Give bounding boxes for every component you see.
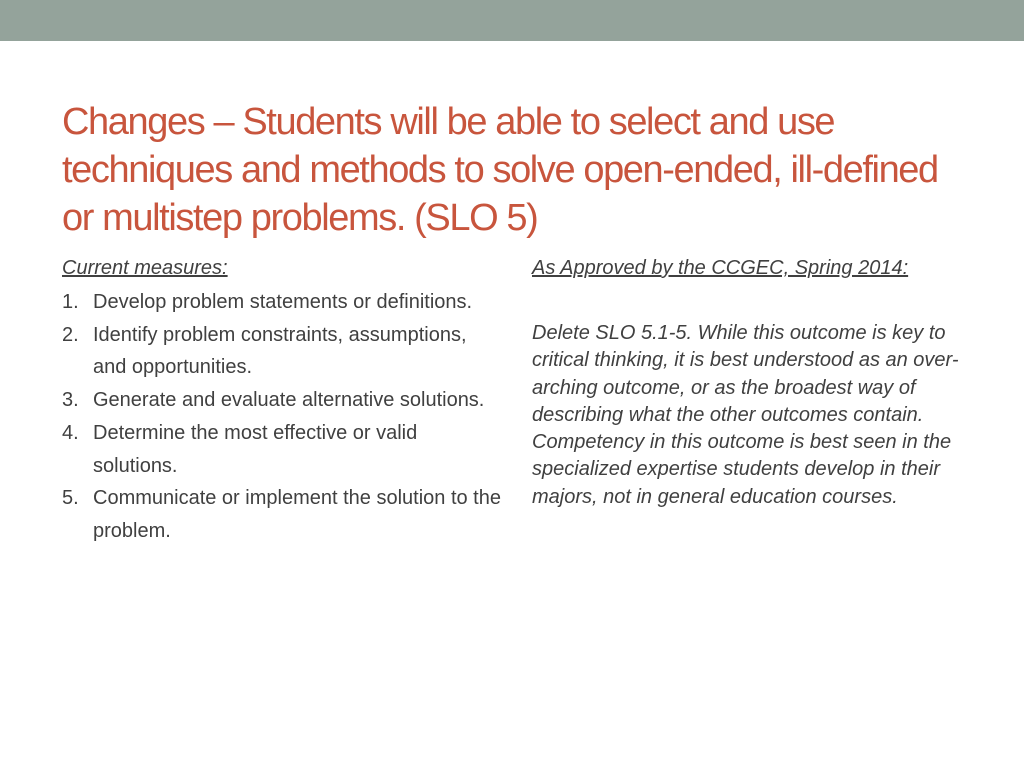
- current-measures-heading: Current measures:: [62, 257, 228, 279]
- approval-body-text: Delete SLO 5.1-5. While this outcome is key to critical thinking, it is best understood as an over-arching outcome, or as the broadest way of describing what the other outcomes contain. Competency in this outcome is best seen in the specialized expertise students develop in their majors, not in general education courses.: [532, 322, 959, 508]
- list-item-text: Communicate or implement the solution to the problem.: [93, 487, 501, 542]
- list-item-number: 5.: [62, 487, 79, 510]
- top-accent-band: [0, 0, 1024, 41]
- measures-list: [62, 286, 502, 548]
- list-item: [62, 384, 502, 417]
- list-item: [62, 482, 502, 547]
- approval-column: [532, 254, 972, 511]
- list-item-number: 2.: [62, 323, 79, 346]
- list-item-text: Generate and evaluate alternative solutions.: [93, 389, 485, 412]
- list-item-number: 1.: [62, 291, 79, 313]
- list-item: [62, 417, 502, 482]
- list-item: [62, 286, 502, 319]
- list-item-number: 3.: [62, 389, 79, 412]
- current-measures-column: [62, 254, 502, 548]
- slide-title: Changes – Students will be able to select and use techniques and methods to solve open-ended, ill-defined or multistep problems. (SLO 5): [62, 101, 938, 239]
- list-item-text: Develop problem statements or definitions.: [93, 291, 473, 313]
- list-item-text: Identify problem constraints, assumptions, and opportunities.: [93, 323, 467, 379]
- list-item: [62, 319, 502, 384]
- list-item-text: Determine the most effective or valid solutions.: [93, 421, 418, 477]
- approval-heading: As Approved by the CCGEC, Spring 2014:: [532, 257, 909, 279]
- list-item-number: 4.: [62, 421, 79, 444]
